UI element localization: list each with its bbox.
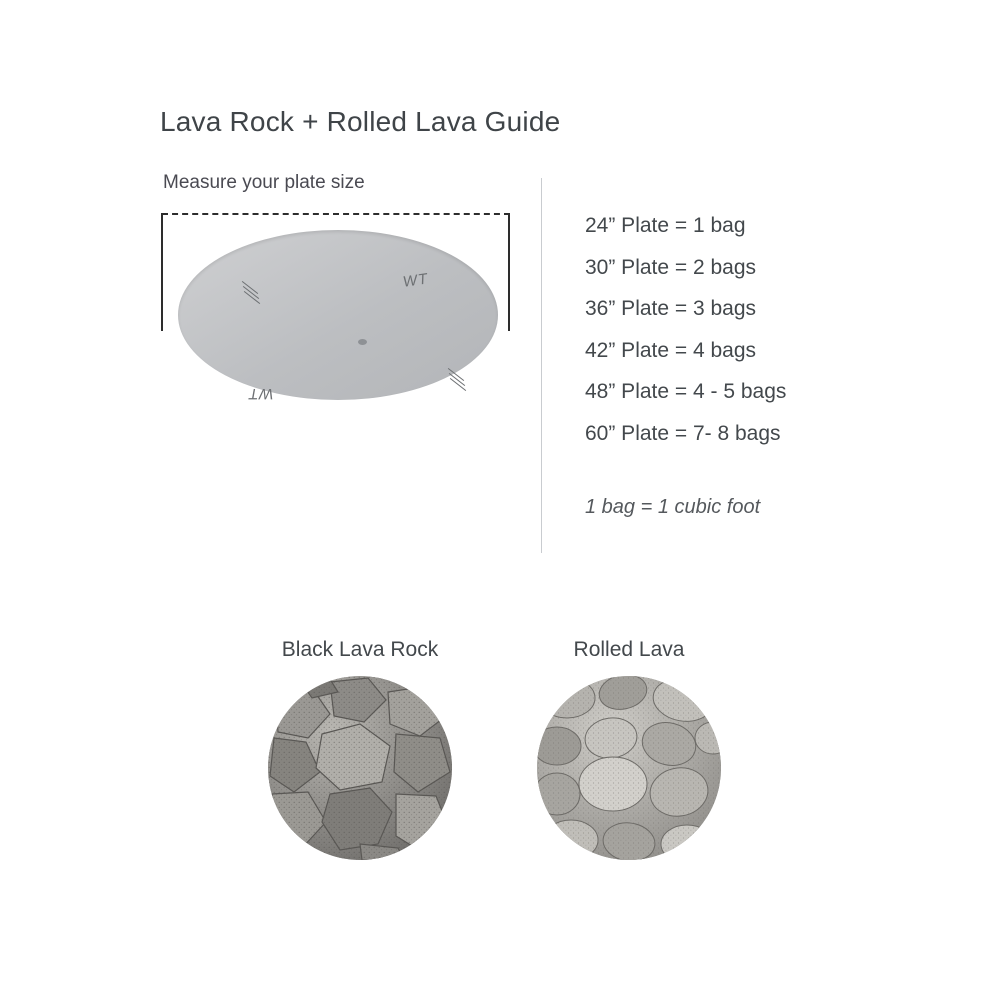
measure-plate-label: Measure your plate size xyxy=(163,172,365,193)
lava-rock-swatch-icon xyxy=(268,676,452,860)
burner-plate-illustration xyxy=(178,230,498,400)
measurement-left-tick xyxy=(161,213,163,331)
rolled-lava-swatch-icon xyxy=(537,676,721,860)
list-item: 42” Plate = 4 bags xyxy=(585,338,757,362)
plate-diagram xyxy=(150,205,520,420)
vertical-divider xyxy=(541,178,542,553)
plate-hatch-marks-right xyxy=(446,372,472,388)
list-item: 30” Plate = 2 bags xyxy=(585,255,757,279)
list-item: 48” Plate = 4 - 5 bags xyxy=(585,380,787,403)
product-label: Rolled Lava xyxy=(573,638,685,661)
list-item: 24” Plate = 1 bag xyxy=(585,214,746,237)
page-title: Lava Rock + Rolled Lava Guide xyxy=(160,106,561,137)
plate-center-hole xyxy=(358,339,367,345)
measurement-right-tick xyxy=(508,213,510,331)
plate-logo-etch-top-right: WT xyxy=(402,270,429,291)
list-item: 60” Plate = 7- 8 bags xyxy=(585,421,781,445)
product-swatch-black-lava-rock xyxy=(268,638,452,860)
plate-logo-etch-bottom-left: WT xyxy=(246,385,275,402)
measurement-dashed-line xyxy=(162,213,510,215)
product-label: Black Lava Rock xyxy=(281,638,439,661)
product-swatch-rolled-lava xyxy=(537,638,721,860)
plate-size-list xyxy=(585,205,925,454)
plate-hatch-marks-left xyxy=(240,285,266,301)
bag-volume-note: 1 bag = 1 cubic foot xyxy=(585,496,761,518)
list-item: 36” Plate = 3 bags xyxy=(585,297,757,320)
